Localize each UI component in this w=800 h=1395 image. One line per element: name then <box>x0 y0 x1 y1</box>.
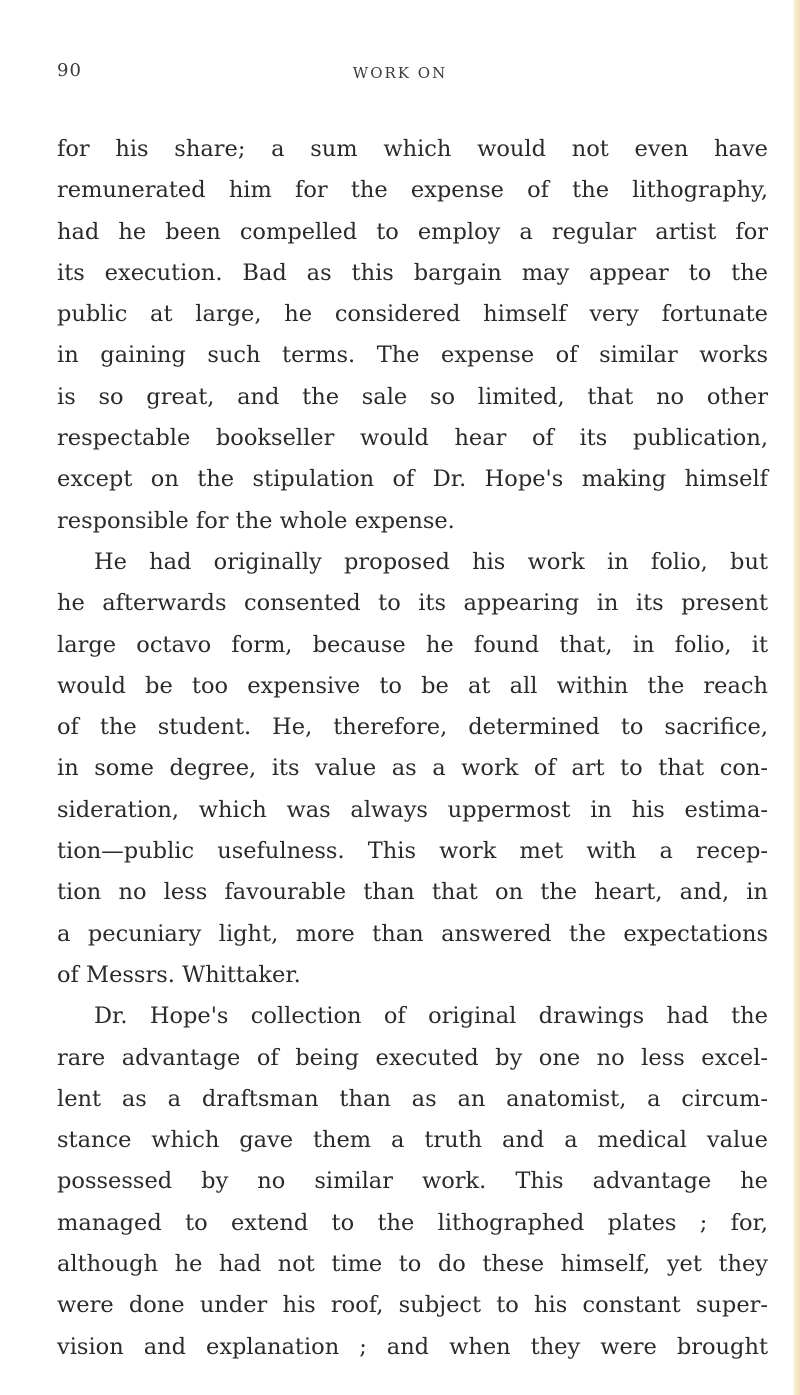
text-line: respectable bookseller would hear of its publication, <box>57 425 768 452</box>
running-head: WORK ON <box>352 64 448 82</box>
text-line: had he been compelled to employ a regular artist for <box>57 218 768 245</box>
text-line: of the student. He, therefore, determined to sacrifice, <box>57 714 768 741</box>
text-line: he afterwards consented to its appearing in its present <box>57 590 768 617</box>
page-number: 90 <box>57 60 82 81</box>
text-line: stance which gave them a truth and a medical value <box>57 1127 768 1154</box>
text-line: large octavo form, because he found that, in folio, it <box>57 631 768 658</box>
text-line: public at large, he considered himself very fortunate <box>57 301 768 328</box>
body-text <box>57 129 768 1368</box>
text-line: for his share; a sum which would not even have <box>57 136 768 162</box>
text-line: tion—public usefulness. This work met with a recep- <box>57 838 768 865</box>
text-line: its execution. Bad as this bargain may appear to the <box>57 259 768 286</box>
text-line: except on the stipulation of Dr. Hope's making himself <box>57 466 768 493</box>
text-line: He had originally proposed his work in folio, but <box>94 548 768 575</box>
text-line: were done under his roof, subject to his constant super- <box>57 1292 768 1319</box>
text-line: vision and explanation ; and when they were brought <box>57 1333 768 1360</box>
text-line: of Messrs. Whittaker. <box>57 961 301 988</box>
text-line: although he had not time to do these himself, yet they <box>57 1251 768 1278</box>
text-line: in some degree, its value as a work of art to that con- <box>57 755 768 782</box>
page-edge <box>793 0 800 1395</box>
text-line: a pecuniary light, more than answered the expectations <box>57 920 768 947</box>
text-line: responsible for the whole expense. <box>57 507 455 534</box>
text-line: would be too expensive to be at all within the reach <box>57 672 768 699</box>
text-line: remunerated him for the expense of the lithography, <box>57 177 768 204</box>
text-line: in gaining such terms. The expense of similar works <box>57 342 768 369</box>
text-line: managed to extend to the lithographed plates ; for, <box>57 1209 768 1236</box>
text-line: is so great, and the sale so limited, that no other <box>57 383 768 410</box>
text-line: possessed by no similar work. This advantage he <box>57 1168 768 1195</box>
text-line: sideration, which was always uppermost in his estima- <box>57 796 768 823</box>
text-line: lent as a draftsman than as an anatomist, a circum- <box>57 1085 768 1112</box>
text-line: tion no less favourable than that on the heart, and, in <box>57 879 768 906</box>
text-line: rare advantage of being executed by one no less excel- <box>57 1044 768 1071</box>
text-line: Dr. Hope's collection of original drawings had the <box>94 1003 768 1030</box>
